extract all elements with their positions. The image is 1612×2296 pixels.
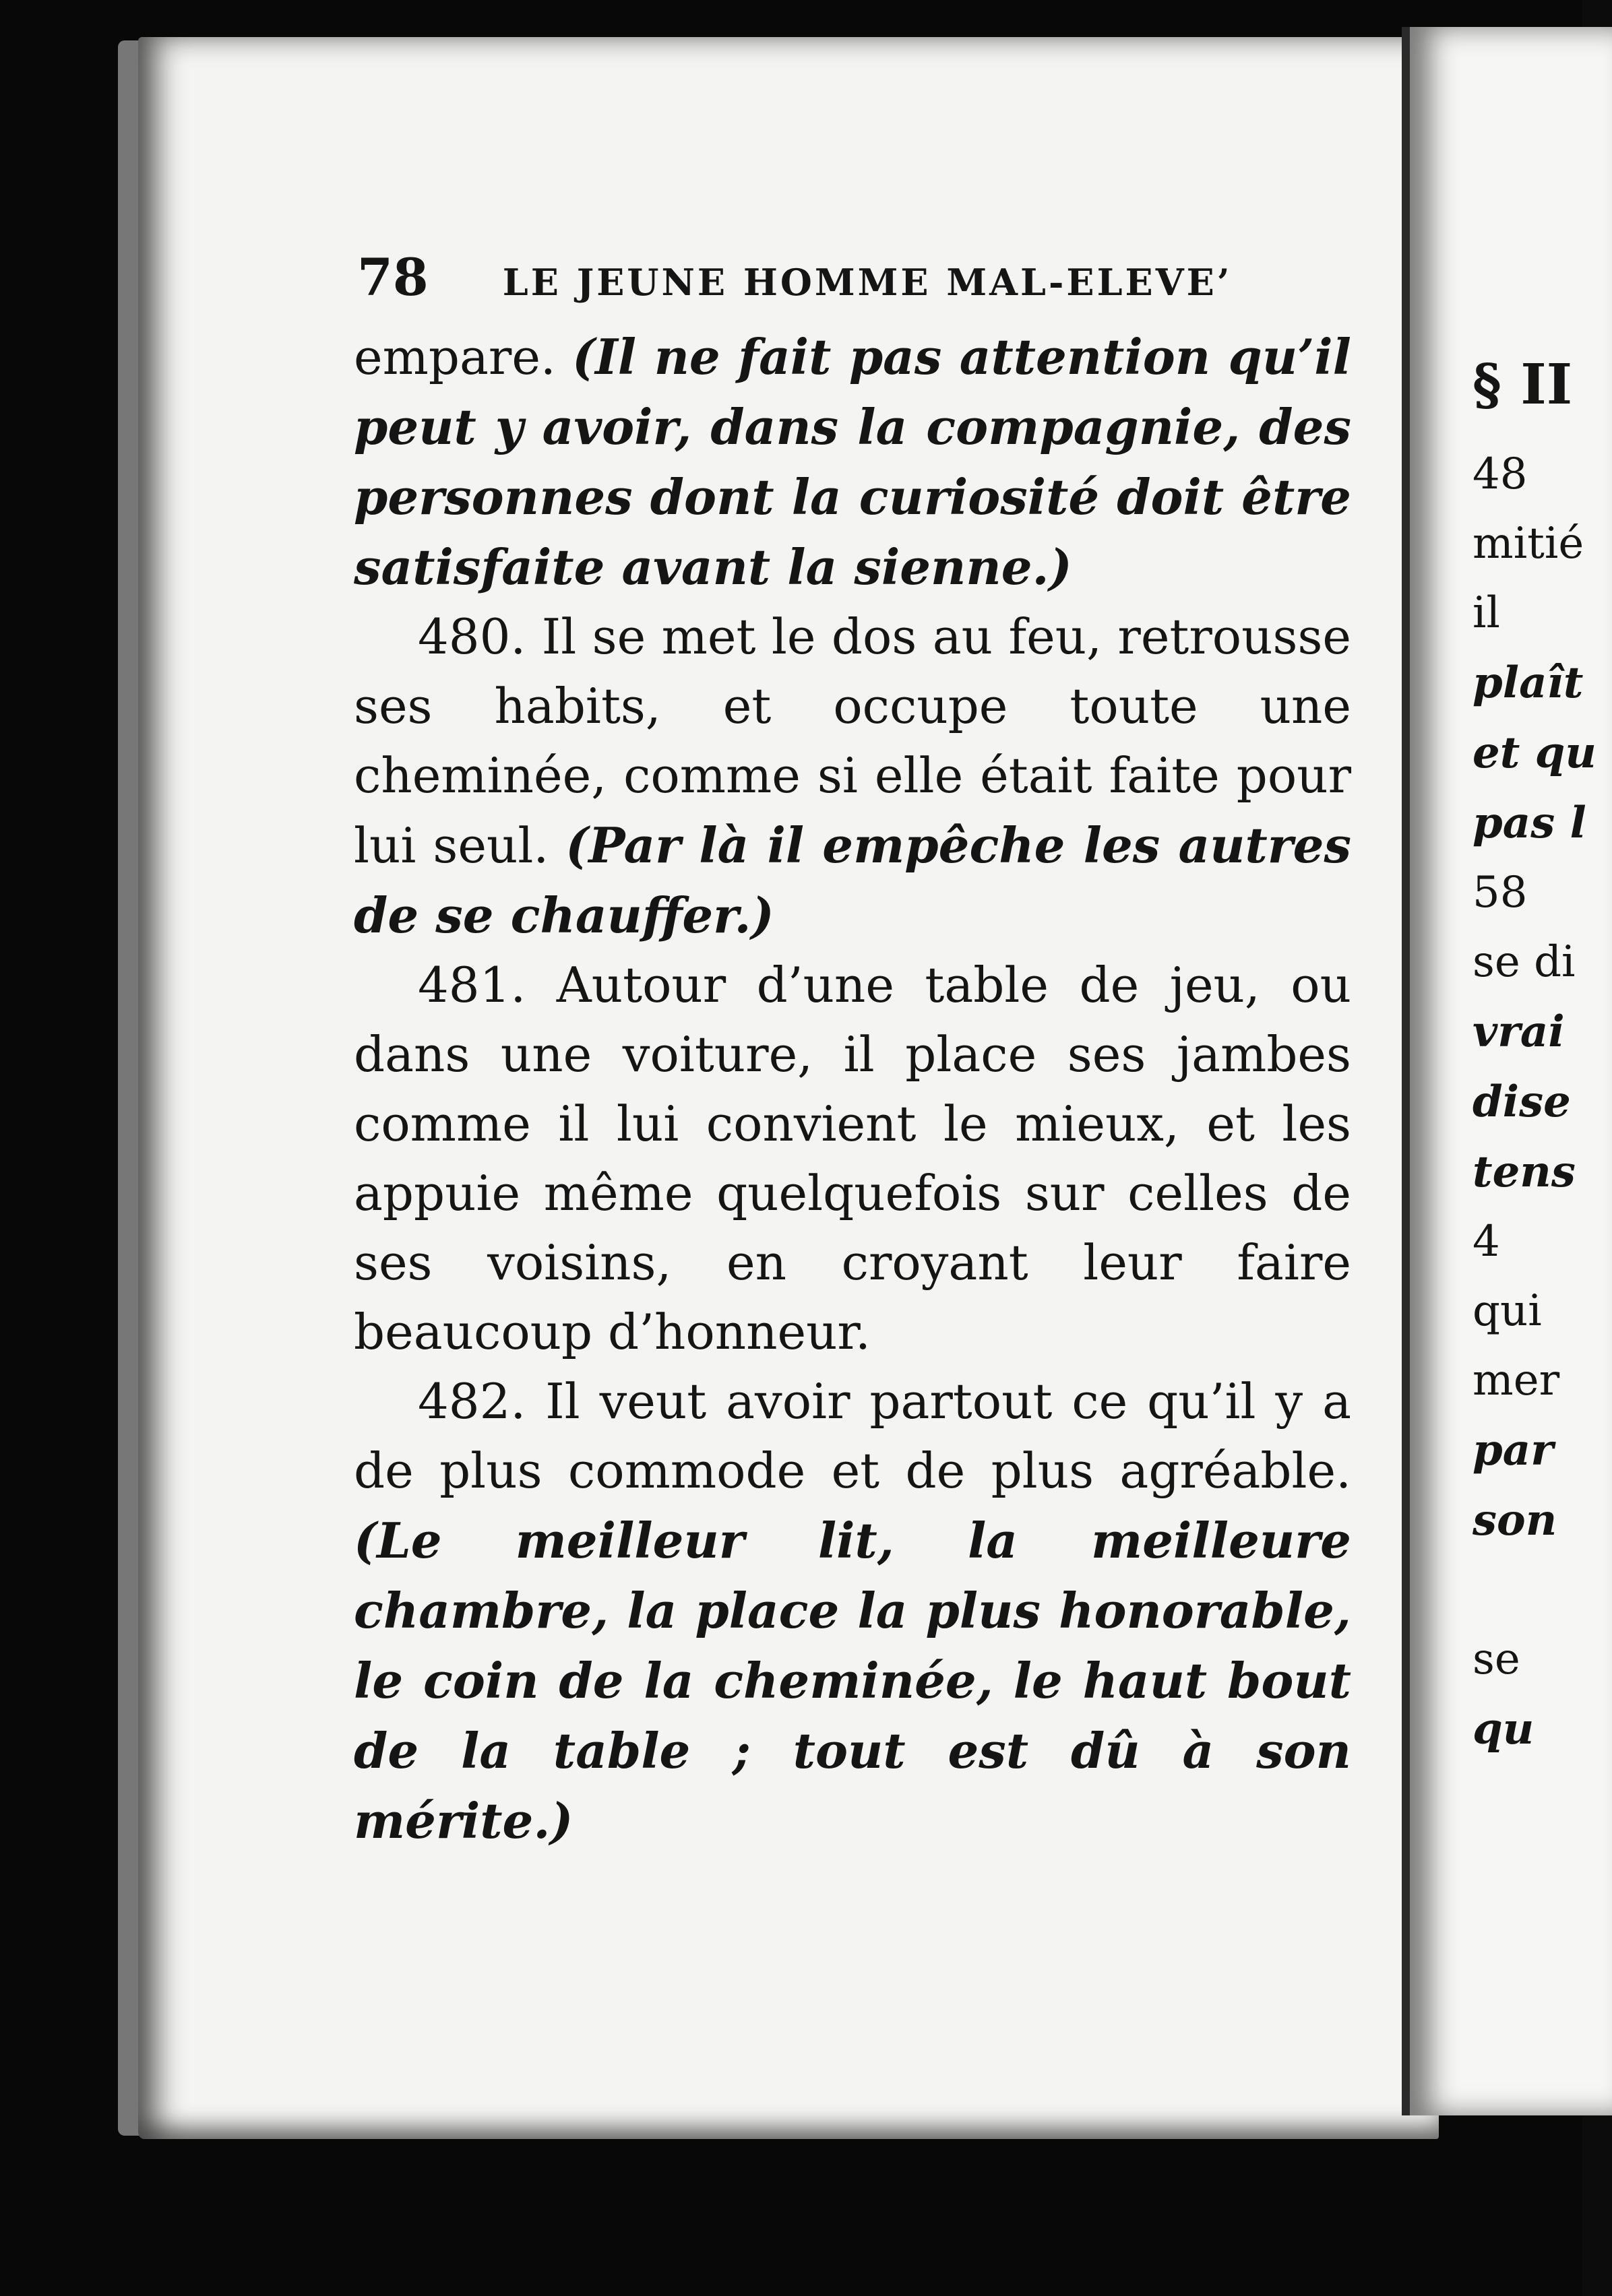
paragraph-text: Autour d’une table de jeu, ou dans une voiture, il place ses jambes comme il lui convient le mieux, et les appuie même quelquefois sur celles de ses voisins, en croyant leur faire beaucoup d’honneur.: [354, 957, 1351, 1360]
paragraph-number: 481.: [418, 957, 526, 1013]
paragraph-number: 480.: [418, 608, 526, 665]
paragraph-482: [354, 1367, 1351, 1856]
facing-page-line: qu: [1472, 1704, 1534, 1754]
facing-page-line: vrai: [1472, 1007, 1565, 1057]
paragraph-text: Il veut avoir partout ce qu’il y a de plus commode et de plus agréable.: [354, 1373, 1352, 1499]
page-number: 78: [357, 247, 429, 307]
facing-page-line: dise: [1472, 1077, 1571, 1127]
facing-page-line: tens: [1472, 1147, 1576, 1197]
facing-page-lines: [1472, 440, 1594, 1764]
paragraph-continuation: [354, 322, 1351, 602]
facing-page-line: plaît: [1472, 658, 1584, 708]
facing-page-line: 4: [1472, 1217, 1500, 1267]
facing-page-line: se: [1472, 1634, 1520, 1684]
paragraph-note: (Il ne fait pas attention qu’il peut y avoir, dans la compagnie, des personnes dont la curiosité doit être satisfaite avant la sienne.): [354, 328, 1351, 596]
facing-page-line: mer: [1472, 1356, 1560, 1405]
facing-page-line: se di: [1472, 937, 1576, 987]
facing-page-line: il: [1472, 588, 1500, 638]
facing-page-line: [1472, 1556, 1594, 1625]
paragraph-note: (Par là il empêche les autres de se chauffer.): [354, 817, 1351, 944]
paragraph-number: 482.: [418, 1373, 526, 1430]
facing-page-line: et qu: [1472, 728, 1596, 778]
facing-page-line: 58: [1472, 868, 1528, 918]
paragraph-480: [354, 602, 1351, 951]
running-title: LE JEUNE HOMME MAL-ELEVE’: [502, 261, 1233, 304]
left-page-text: [354, 243, 1351, 1856]
facing-page-text: [1472, 350, 1594, 1764]
facing-page-line: mitié: [1472, 519, 1584, 569]
facing-page-line: par: [1472, 1425, 1553, 1475]
paragraph-text: Il se met le dos au feu, retrousse ses habits, et occupe toute une cheminée, comme si elle était faite pour lui seul.: [354, 608, 1352, 874]
facing-page-heading: § II: [1472, 352, 1573, 417]
facing-page-line: son: [1472, 1495, 1557, 1545]
facing-page-line: pas l: [1472, 798, 1586, 848]
running-head: [357, 243, 1351, 317]
facing-page-line: qui: [1472, 1286, 1542, 1336]
paragraph-481: [354, 951, 1351, 1367]
paragraph-note: (Le meilleur lit, la meilleure chambre, la place la plus honorable, le coin de la cheminée, le haut bout de la table ; tout est dû à son mérite.): [354, 1512, 1351, 1849]
paragraph-text: empare.: [354, 329, 556, 385]
facing-page-line: 48: [1472, 449, 1528, 499]
